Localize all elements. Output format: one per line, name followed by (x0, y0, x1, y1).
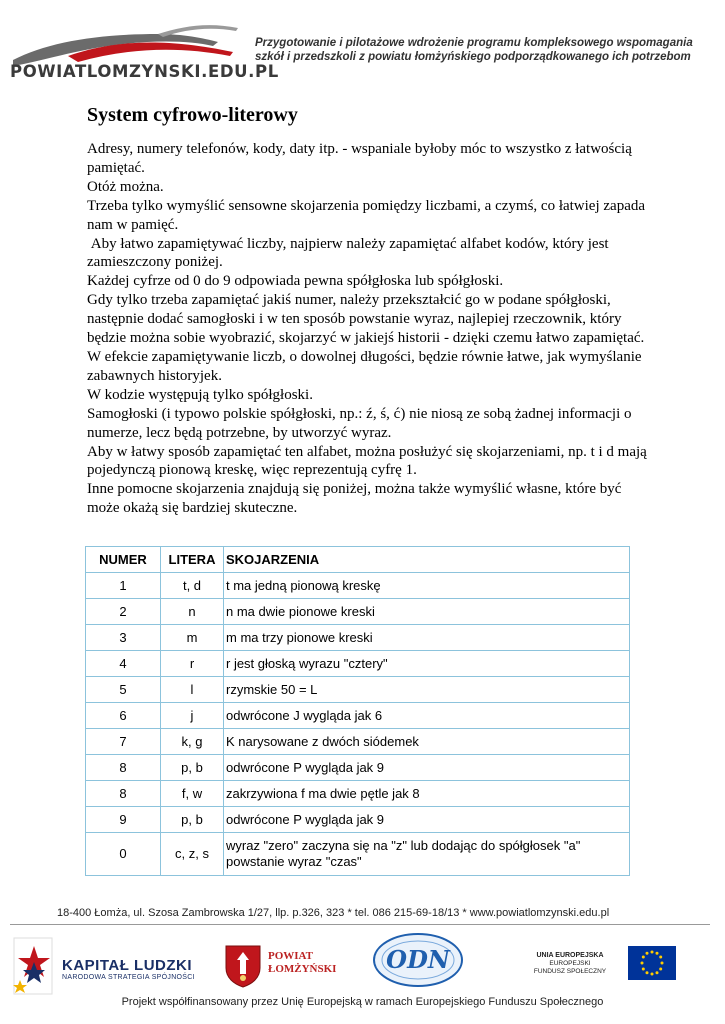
cell-letter: l (161, 677, 224, 703)
cell-letter: p, b (161, 755, 224, 781)
cell-letter: m (161, 625, 224, 651)
cell-letter: c, z, s (161, 833, 224, 876)
footer-divider (10, 924, 710, 925)
cell-number: 8 (86, 755, 161, 781)
table-row (86, 573, 630, 599)
paragraph: Samogłoski (i typowo polskie spółgłoski, np.: ź, ś, ć) nie niosą ze sobą żadnej informacji o numerze, lecz będą potrzebne, by utworzyć wyraz. (87, 405, 632, 441)
powiat-line-1: POWIAT (268, 950, 314, 962)
cell-association: wyraz "zero" zaczyna się na "z" lub dodając do spółgłosek "a" powstanie wyraz "czas" (224, 833, 630, 876)
column-header-associations: SKOJARZENIA (224, 547, 630, 573)
eu-line-2: EUROPEJSKI (549, 960, 591, 967)
table-row (86, 833, 630, 876)
cell-number: 4 (86, 651, 161, 677)
header-title-line-2: szkół i przedszkoli z powiatu łomżyńskiego podporządkowanego ich potrzebom (255, 51, 691, 63)
cell-number: 9 (86, 807, 161, 833)
cell-association: r jest głoską wyrazu "cztery" (224, 651, 630, 677)
document-title: System cyfrowo-literowy (87, 104, 298, 126)
cell-number: 8 (86, 781, 161, 807)
cell-number: 5 (86, 677, 161, 703)
table-row (86, 807, 630, 833)
kapital-ludzki-star-icon (12, 936, 56, 996)
cell-letter: k, g (161, 729, 224, 755)
cell-number: 6 (86, 703, 161, 729)
paragraph: Adresy, numery telefonów, kody, daty itp. - wspaniale byłoby móc to wszystko z łatwością pamiętać. (87, 141, 632, 176)
table-row (86, 781, 630, 807)
table-row (86, 651, 630, 677)
odn-logo-text: ODN (386, 945, 450, 974)
paragraph: W kodzie występują tylko spółgłoski. (87, 386, 313, 403)
footer-address: 18-400 Łomża, ul. Szosa Zambrowska 1/27, llp. p.326, 323 * tel. 086 215-69-18/13 * www.powiatlomzynski.edu.pl (57, 907, 610, 919)
paragraph: Trzeba tylko wymyślić sensowne skojarzenia pomiędzy liczbami, a czymś, co łatwiej zapada nam w pamięć. (87, 197, 646, 233)
table-row (86, 625, 630, 651)
cell-letter: j (161, 703, 224, 729)
paragraph: Aby w łatwy sposób zapamiętać ten alfabet, można posłużyć się skojarzeniami, np. t i d mają pojedynczą pionową kreskę, więc reprezentują cyfrę 1. (87, 443, 647, 479)
cell-association: odwrócone P wygląda jak 9 (224, 755, 630, 781)
table-row (86, 599, 630, 625)
eu-flag-icon (628, 946, 676, 980)
cell-association: n ma dwie pionowe kreski (224, 599, 630, 625)
table-header-row (86, 547, 630, 573)
paragraph: Każdej cyfrze od 0 do 9 odpowiada pewna spółgłoska lub spółgłoski. (87, 273, 504, 290)
eu-line-3: FUNDUSZ SPOŁECZNY (533, 968, 607, 975)
cell-letter: n (161, 599, 224, 625)
document-body (87, 140, 647, 518)
eu-title: UNIA EUROPEJSKA (536, 952, 604, 959)
association-table (85, 546, 630, 876)
cell-number: 3 (86, 625, 161, 651)
page-header (0, 0, 725, 95)
cell-letter: t, d (161, 573, 224, 599)
table-row (86, 677, 630, 703)
cell-number: 0 (86, 833, 161, 876)
header-title-line-1: Przygotowanie i pilotażowe wdrożenie programu kompleksowego wspomagania (255, 37, 693, 49)
table-row (86, 729, 630, 755)
kapital-ludzki-title: KAPITAŁ LUDZKI (62, 957, 193, 974)
paragraph: Otóż można. (87, 178, 164, 195)
cell-number: 7 (86, 729, 161, 755)
cell-association: odwrócone J wygląda jak 6 (224, 703, 630, 729)
cell-number: 2 (86, 599, 161, 625)
paragraph: W efekcie zapamiętywanie liczb, o dowolnej długości, będzie równie łatwe, jak wymyślanie zabawnych historyjek. (87, 348, 642, 384)
cell-association: rzymskie 50 = L (224, 677, 630, 703)
footer-project-note: Projekt współfinansowany przez Unię Europejską w ramach Europejskiego Funduszu Społecznego (121, 996, 604, 1008)
kapital-ludzki-logo (62, 957, 195, 981)
eu-logo-text (520, 952, 620, 976)
kapital-ludzki-subtitle: NARODOWA STRATEGIA SPÓJNOŚCI (62, 974, 195, 981)
table-row (86, 755, 630, 781)
odn-logo-icon (368, 928, 468, 992)
cell-association: m ma trzy pionowe kreski (224, 625, 630, 651)
cell-letter: r (161, 651, 224, 677)
powiat-line-2: ŁOMŻYŃSKI (268, 963, 337, 975)
logo-text: POWIATLOMZYNSKI.EDU.PL (10, 62, 279, 81)
header-title (255, 36, 695, 64)
cell-letter: f, w (161, 781, 224, 807)
powiat-crest-icon (224, 944, 262, 988)
paragraph: Gdy tylko trzeba zapamiętać jakiś numer, należy przekształcić go w podane spółgłoski, następnie dodać samogłoski i w ten sposób powstanie wyraz, najlepiej rzeczownik, który będzie można sobie wyobrazić, skojarzyć w jakiejś historii - dzięki czemu łatwo zapamiętać. (87, 292, 645, 347)
cell-number: 1 (86, 573, 161, 599)
paragraph: Aby łatwo zapamiętywać liczby, najpierw należy zapamiętać alfabet kodów, który jest zamieszczony poniżej. (87, 235, 613, 271)
column-header-letter: LITERA (161, 547, 224, 573)
column-header-number: NUMER (86, 547, 161, 573)
table-row (86, 703, 630, 729)
cell-association: K narysowane z dwóch siódemek (224, 729, 630, 755)
paragraph: Inne pomocne skojarzenia znajdują się poniżej, można także wymyślić własne, które być może okażą się bardziej skuteczne. (87, 481, 622, 517)
cell-association: t ma jedną pionową kreskę (224, 573, 630, 599)
cell-letter: p, b (161, 807, 224, 833)
cell-association: odwrócone P wygląda jak 9 (224, 807, 630, 833)
powiat-logo-text (268, 950, 336, 976)
cell-association: zakrzywiona f ma dwie pętle jak 8 (224, 781, 630, 807)
